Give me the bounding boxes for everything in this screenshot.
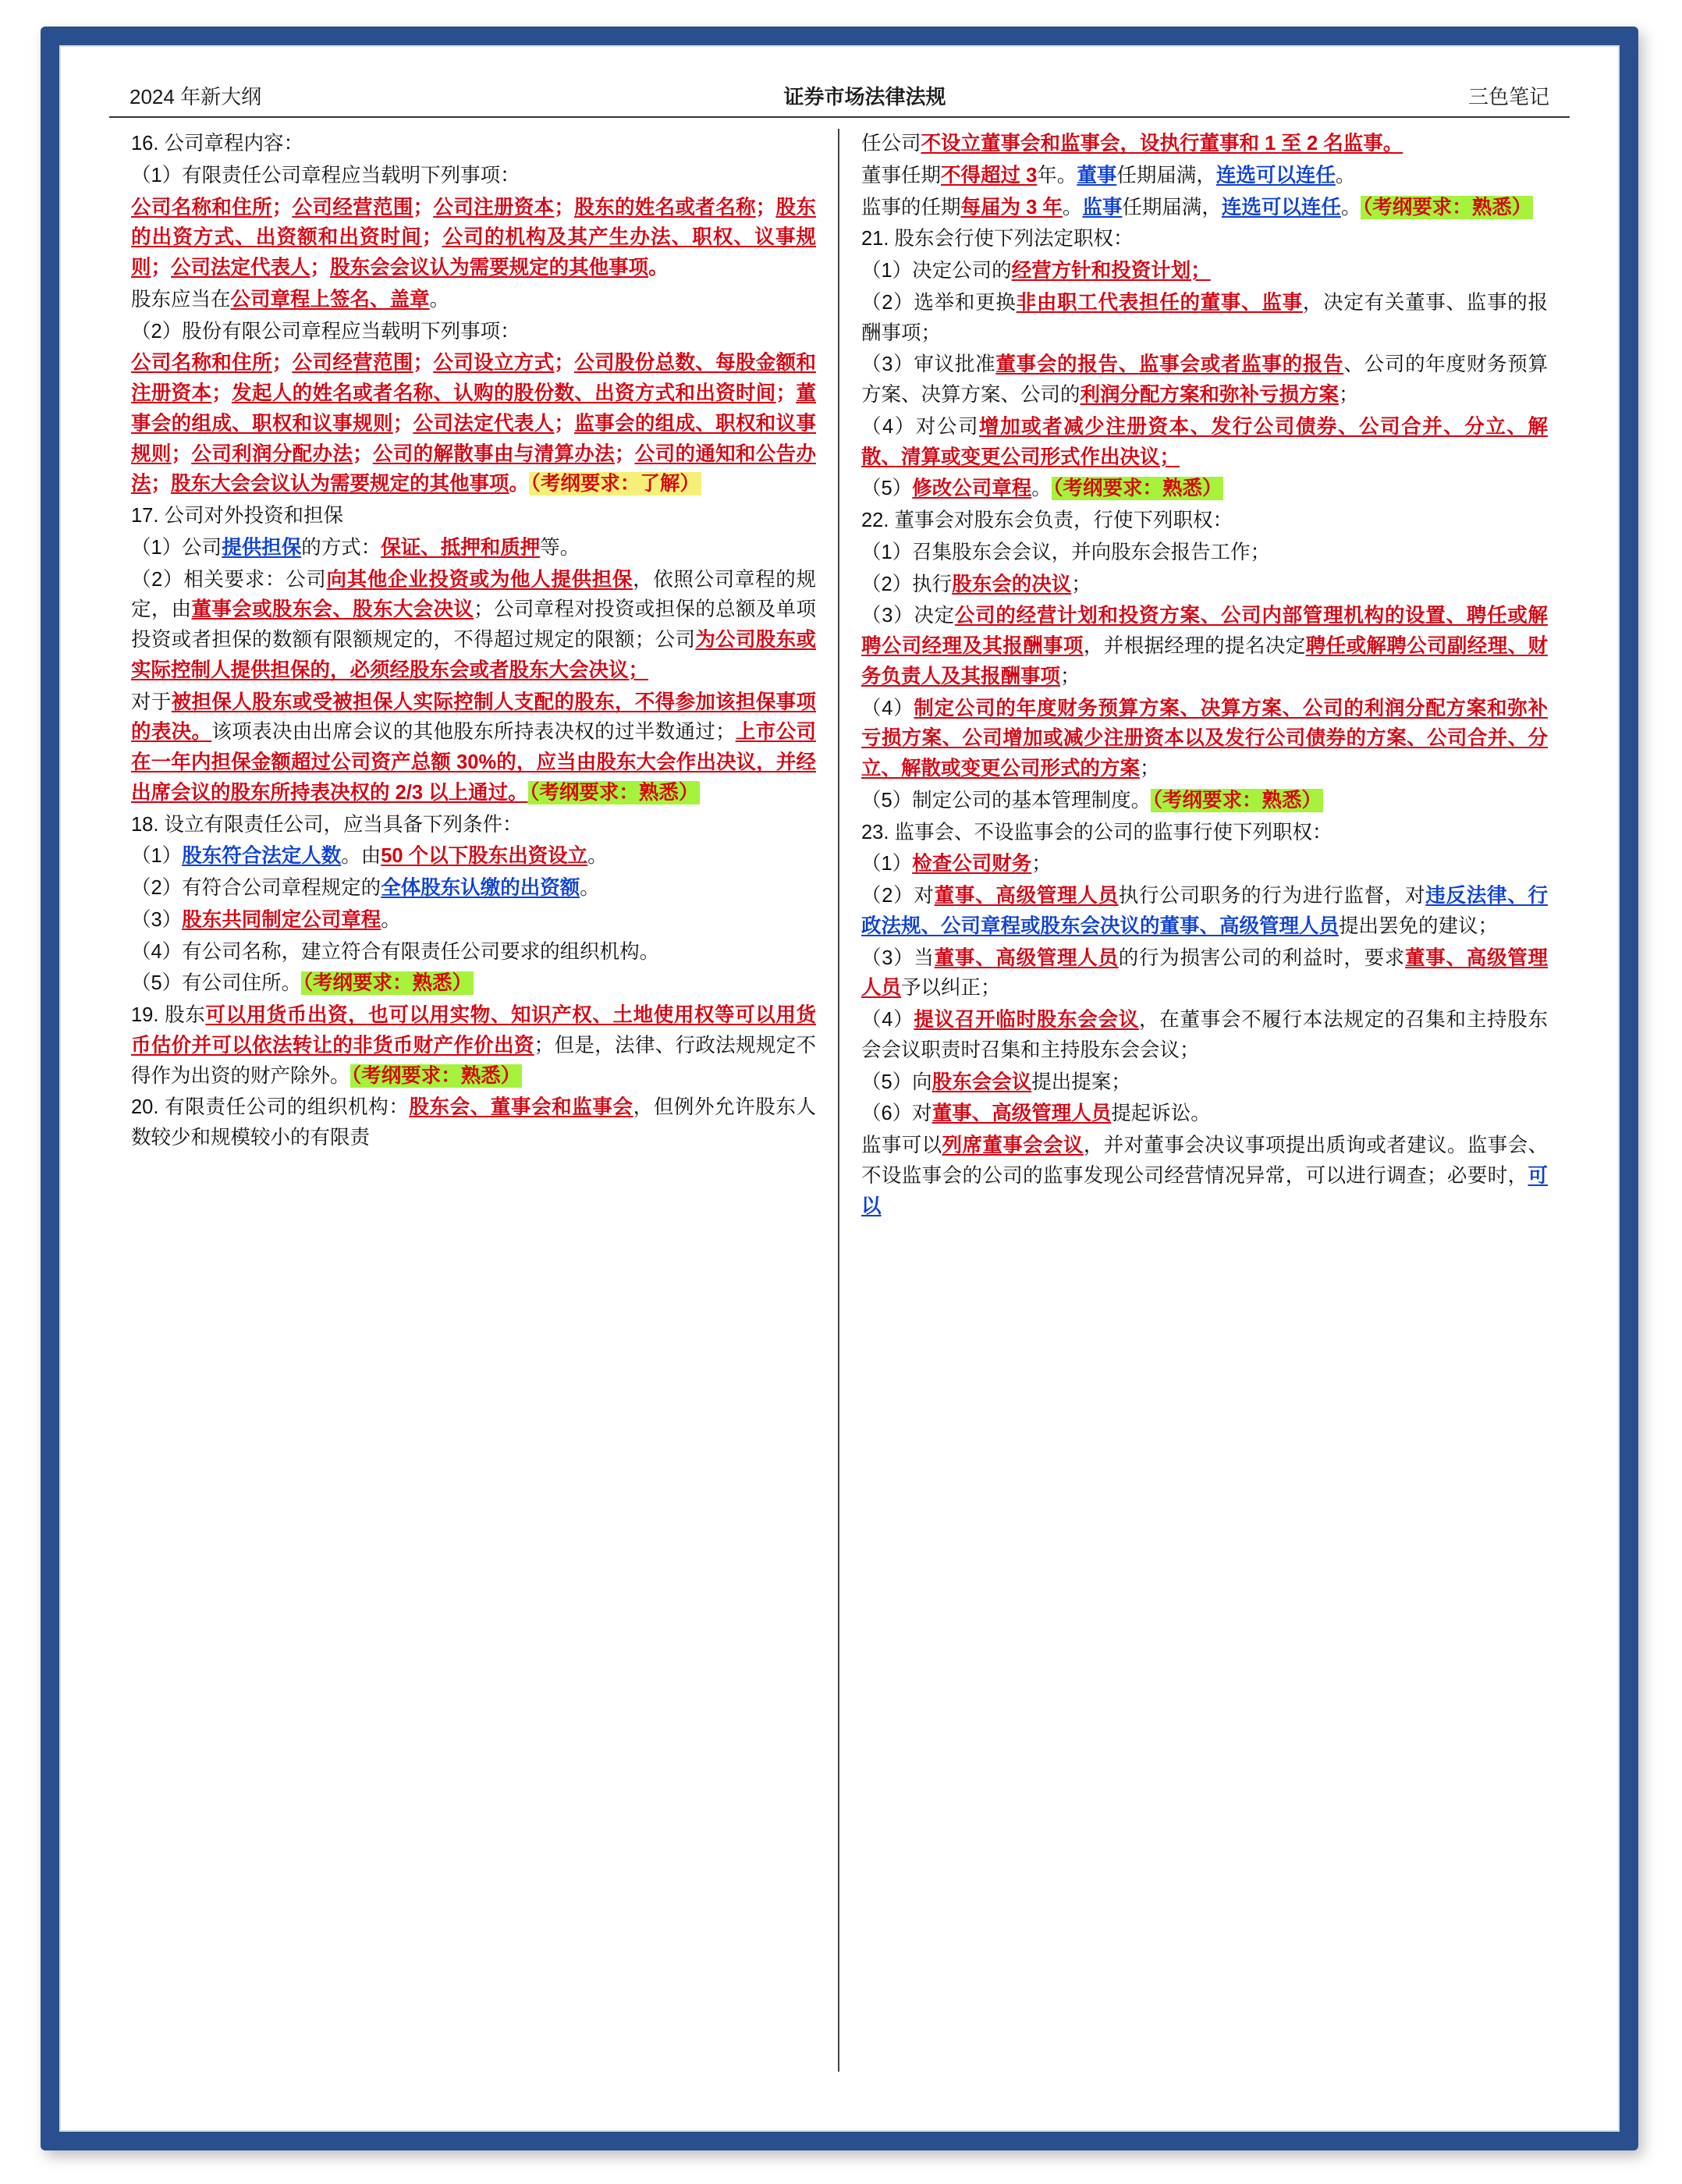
text-run: ； [413,352,434,375]
paragraph-s17_title [131,501,816,531]
text-run: 检查公司财务 [912,853,1032,875]
text-run: 。 [509,473,530,495]
paragraph-s16_sign [131,285,816,315]
text-run: （3）审议批准 [861,353,996,376]
text-run: 监事可以 [861,1135,942,1156]
text-run: 监事的任期 [861,196,961,218]
text-run: 21. 股东会行使下列法定职权： [861,228,1134,250]
paragraph-s16_1_body [131,193,816,283]
text-run: 。 [429,288,450,311]
text-run: 提起诉讼。 [1111,1103,1211,1125]
header-right-text: 三色笔记 [1467,85,1549,108]
text-run: 。由 [341,845,381,868]
text-run: 股东共同制定公司章程 [182,908,381,931]
paragraph-s18_title [131,810,816,840]
text-run: 利润分配方案和弥补亏损方案 [1080,384,1340,406]
paragraph-s21_2 [861,288,1548,349]
text-run: 任公司 [861,133,921,154]
text-run: 提议召开临时股东会会议 [914,1009,1139,1031]
text-run: 公司法定代表人 [171,257,310,279]
text-run: ，但例外允许股东人数较少和规模较小的有限责 [131,1096,816,1149]
text-run: 连选可以连任 [1221,196,1341,218]
text-run: （4）有公司名称，建立符合有限责任公司要求的组织机构。 [131,940,660,963]
text-run: 连选可以连任 [1215,164,1336,186]
text-run: 公司的解散事由与清算办法 [372,442,615,465]
text-run: 不得超过 3 [941,164,1038,186]
text-run: （考纲要求：熟悉） [351,1064,521,1087]
text-run: 公司注册资本 [433,196,555,218]
text-run: 股东符合法定人数 [182,845,342,868]
text-run: ，并根据经理的提名决定 [1083,635,1306,657]
text-run: 17. 公司对外投资和担保 [131,505,344,527]
text-run: （4） [861,697,914,719]
text-run: 对于 [131,691,172,713]
paragraph-s16_title [131,129,816,159]
text-run: 年。 [1037,164,1077,186]
text-run: ； [554,352,574,375]
text-run: ； [271,196,293,218]
text-run: ； [755,196,776,218]
text-run: （1） [861,853,913,875]
text-run: 上市公司在一年内担保金额超过公司资产总额 30%的，应当由股东大会作出决议，并经出席会议的股东所持表决权的 2/3 以上通过。 [131,721,816,804]
text-run: 公司经营范围 [292,196,413,218]
text-run: ； [392,412,413,435]
text-run: 公司经营范围 [292,352,413,375]
text-run: （考纲要求：熟悉） [1152,789,1322,811]
text-run: 可以用货币出资，也可以用实物、知识产权、土地使用权等可以用货币估价并可以依法转让的非货币财产作价出资 [131,1004,816,1056]
text-run: 公司的经营计划和投资方案、公司内部管理机构的设置、聘任或解聘公司经理及其报酬事项 [861,605,1548,657]
text-run: ，并对董事会决议事项提出质询或者建议。监事会、不设监事会的公司的监事发现公司经营情况异常，可以进行调查；必要时， [861,1135,1548,1187]
paragraph-s21_3 [861,350,1548,410]
text-run: ； [271,352,293,375]
text-run: （4）对公司 [861,415,980,438]
text-run: ； [1339,384,1359,406]
text-run: ； [614,442,635,465]
text-run: ； [554,196,574,218]
text-run: 。 [1062,196,1083,218]
text-run: 公司的通知和公告办法 [131,442,816,495]
text-run: ； [310,257,331,279]
paragraph-s23_tail [861,1131,1548,1221]
text-run: （考纲要求：熟悉） [1052,478,1222,500]
text-run: 执行公司职务的行为进行监督，对 [1118,885,1426,907]
text-run: （6）对 [861,1103,932,1125]
text-run: 为公司股东或实际控制人提供担保的，必须经股东会或者股东大会决议； [131,629,816,681]
paragraph-s20_dir [861,161,1548,191]
text-run: 。 [587,845,608,868]
paragraph-s21_1 [861,256,1548,286]
text-run: 董事、高级管理人员 [861,946,1548,1000]
paragraph-s21_4 [861,412,1548,473]
text-run: 、公司的年度财务预算方案、决算方案、公司的 [861,353,1548,406]
text-run: （3） [131,908,183,931]
text-run: 18. 设立有限责任公司，应当具备下列条件： [131,813,523,836]
text-run: 董事、高级管理人员 [934,885,1119,907]
text-run: 股东会会议认为需要规定的其他事项 [330,257,649,279]
paragraph-s18_5 [131,968,816,999]
text-run: ； [1140,758,1160,779]
text-run: （1） [131,845,183,868]
text-run: 董事会的组成、职权和议事规则 [131,382,816,435]
text-run: 公司法定代表人 [413,412,555,435]
text-run: （2）股份有限公司章程应当载明下列事项： [131,320,520,343]
text-run: （5）制定公司的基本管理制度。 [861,789,1151,811]
paragraph-s22_4 [861,694,1548,784]
text-run: （1）有限责任公司章程应当载明下列事项： [131,164,520,186]
paragraph-s17_2 [131,565,816,686]
text-run: 提供担保 [222,536,302,559]
text-run: 修改公司章程 [912,478,1032,500]
text-run: 董事、高级管理人员 [934,946,1119,969]
text-run: （2）有符合公司章程规定的 [131,877,381,899]
text-run: 50 个以下股东出资设立 [381,845,588,868]
paragraph-s23_4 [861,1005,1548,1066]
left-text-column [109,129,839,2072]
text-run: （4） [861,1009,914,1031]
text-run: ； [171,442,192,465]
text-run: 监事会的组成、职权和议事规则 [131,412,816,465]
paragraph-s23_2 [861,881,1548,942]
text-run: 董事任期 [861,164,942,186]
paragraph-s20_cont [861,129,1548,159]
text-run: ； [421,226,442,249]
text-run: 股东的出资方式、出资额和出资时间 [131,196,816,249]
paragraph-s16_1 [131,161,816,191]
text-run: 任期届满， [1122,196,1222,218]
text-run: ； [151,257,172,279]
text-run: 每届为 3 年 [960,196,1063,218]
text-run: 制定公司的年度财务预算方案、决算方案、公司的利润分配方案和弥补亏损方案、公司增加或减少注册资本以及发行公司债券的方案、公司合并、分立、解散或变更公司形式的方案 [861,697,1548,779]
text-run: ； [211,382,232,404]
header-left-text: 2024 年新大纲 [130,85,262,108]
text-run: （2）执行 [861,573,953,595]
text-run: ； [413,196,434,218]
text-run: 董事会的报告、监事会或者监事的报告 [995,353,1344,376]
text-run: ； [1031,853,1052,875]
text-run: 16. 公司章程内容： [131,133,304,154]
text-run: 公司章程上签名、盖章 [230,288,430,311]
header-center-title: 证券市场法律法规 [783,85,946,108]
text-run: 经营方针和投资计划； [1011,260,1211,282]
paragraph-s16_2 [131,317,816,347]
text-run: ，在董事会不履行本法规定的召集和主持股东会会议职责时召集和主持股东会会议； [861,1009,1548,1061]
text-run: 股东会会议 [931,1071,1032,1093]
text-run: ，决定有关董事、监事的报酬事项； [861,291,1548,344]
right-text-column [839,129,1570,2072]
text-run: 保证、抵押和质押 [381,536,541,559]
paragraph-s23_3 [861,943,1548,1004]
text-run: 该项表决由出席会议的其他股东所持表决权的过半数通过； [211,721,736,744]
text-run: 。 [1335,164,1356,186]
text-run: 可以 [861,1164,1548,1217]
text-run: （5）有公司住所。 [131,972,302,995]
text-run: ； [1071,573,1091,595]
text-run: 公司设立方式 [433,352,555,375]
text-run: 股东会、董事会和监事会 [409,1096,633,1119]
text-run: 股东大会会议认为需要规定的其他事项 [171,473,509,495]
paragraph-s20_sup [861,193,1548,223]
text-run: 公司名称和住所 [131,352,272,375]
text-run: （5） [861,478,913,500]
text-run: （1）公司 [131,536,222,559]
text-run: 20. 有限责任公司的组织机构： [131,1096,410,1119]
text-run: 增加或者减少注册资本、发行公司债券、公司合并、分立、解散、清算或变更公司形式作出决议； [861,415,1548,468]
paragraph-s18_1 [131,841,816,872]
text-run: （1）决定公司的 [861,260,1012,282]
paragraph-s17_1 [131,533,816,563]
text-run: 违反法律、行政法规、公司章程或股东会决议的董事、高级管理人员 [861,885,1548,937]
paragraph-s19 [131,1000,816,1091]
paragraph-s22_1 [861,538,1548,568]
text-run: 公司名称和住所 [131,196,272,218]
document-sheet [109,81,1570,2104]
text-run: 监事 [1082,196,1123,218]
text-run: ；但是，法律、行政法规规定不得作为出资的财产除外。 [131,1034,816,1087]
text-run: 聘任或解聘公司副经理、财务负责人及其报酬事项 [861,635,1548,687]
text-run: 发起人的姓名或者名称、认购的股份数、出资方式和出资时间 [231,382,776,404]
text-run: 的方式： [301,536,381,559]
text-run: 提出提案； [1031,1071,1131,1093]
text-run: 列席董事会会议 [942,1135,1084,1156]
text-run: 被担保人股东或受被担保人实际控制人支配的股东，不得参加该担保事项的表决。 [131,691,816,744]
paragraph-s22_5 [861,786,1548,816]
document-header [109,81,1570,118]
text-run: （3）当 [861,946,935,969]
paragraph-s18_4 [131,937,816,968]
text-run: ； [151,473,172,495]
text-run: 公司利润分配办法 [191,442,353,465]
text-run: （考纲要求：熟悉） [529,781,699,804]
paragraph-s18_3 [131,905,816,936]
paragraph-s21_title [861,224,1548,254]
paragraph-s22_3 [861,601,1548,691]
page-inner-sheet [59,45,1620,2132]
text-run: ； [353,442,373,465]
text-run: 全体股东认缴的出资额 [381,877,580,899]
text-run: 任期届满， [1116,164,1216,186]
text-run: 19. 股东 [131,1004,206,1026]
paragraph-s23_5 [861,1067,1548,1098]
text-run: 。 [381,908,401,931]
paragraph-s21_5 [861,474,1548,504]
text-run: 公司股份总数、每股金额和注册资本 [131,352,816,404]
paragraph-s22_2 [861,570,1548,600]
text-run: 。 [1340,196,1361,218]
text-run: 等。 [540,536,580,559]
text-run: （考纲要求：熟悉） [1362,196,1532,218]
text-run: 公司的机构及其产生办法、职权、议事规则 [131,226,816,279]
text-run: 董事会或股东会、股东大会决议 [191,598,474,621]
text-run: 22. 董事会对股东会负责，行使下列职权： [861,510,1233,531]
text-run: 股东会的决议 [952,573,1072,595]
text-run: （考纲要求：了解） [531,473,700,495]
text-run: 。 [1031,478,1052,500]
text-run: 予以纠正； [901,977,1001,1000]
text-run: 23. 监事会、不设监事会的公司的监事行使下列职权： [861,821,1332,843]
text-run: ； [775,382,797,404]
text-run: 不设立董事会和监事会，设执行董事和 1 至 2 名监事。 [921,133,1403,154]
text-run: （2）相关要求：公司 [131,568,327,591]
paragraph-s17_3 [131,687,816,808]
paragraph-s23_1 [861,849,1548,879]
text-run: ； [1060,665,1081,687]
text-run: 提出罢免的建议； [1339,914,1499,937]
text-run: 董事 [1077,164,1117,186]
text-run: ，依照公司章程的规定，由 [131,568,816,621]
paragraph-s23_title [861,818,1548,848]
text-run: ； [554,412,574,435]
paragraph-s23_6 [861,1099,1548,1129]
text-run: 董事、高级管理人员 [931,1103,1112,1125]
paragraph-s22_title [861,506,1548,536]
two-column-body [109,129,1570,2072]
text-run: 向其他企业投资或为他人提供担保 [326,568,633,591]
text-run: （1）召集股东会会议，并向股东会报告工作； [861,541,1271,563]
text-run: （5）向 [861,1071,932,1093]
text-run: 非由职工代表担任的董事、监事 [1016,291,1303,314]
paragraph-s16_2_body [131,348,816,499]
paragraph-s18_2 [131,873,816,904]
paragraph-s20 [131,1092,816,1153]
text-run: 的行为损害公司的利益时，要求 [1118,946,1406,969]
text-run: （2）对 [861,885,935,907]
text-run: 。 [648,257,669,279]
text-run: （3）决定 [861,605,955,627]
text-run: ；公司章程对投资或担保的总额及单项投资或者担保的数额有限额规定的，不得超过规定的限额；公司 [131,598,816,651]
text-run: （2）选举和更换 [861,291,1017,314]
text-run: 股东的姓名或者名称 [573,196,756,218]
page-outer-border [41,27,1638,2150]
text-run: 股东应当在 [131,288,231,311]
text-run: （考纲要求：熟悉） [303,972,472,995]
text-run: 。 [580,877,600,899]
